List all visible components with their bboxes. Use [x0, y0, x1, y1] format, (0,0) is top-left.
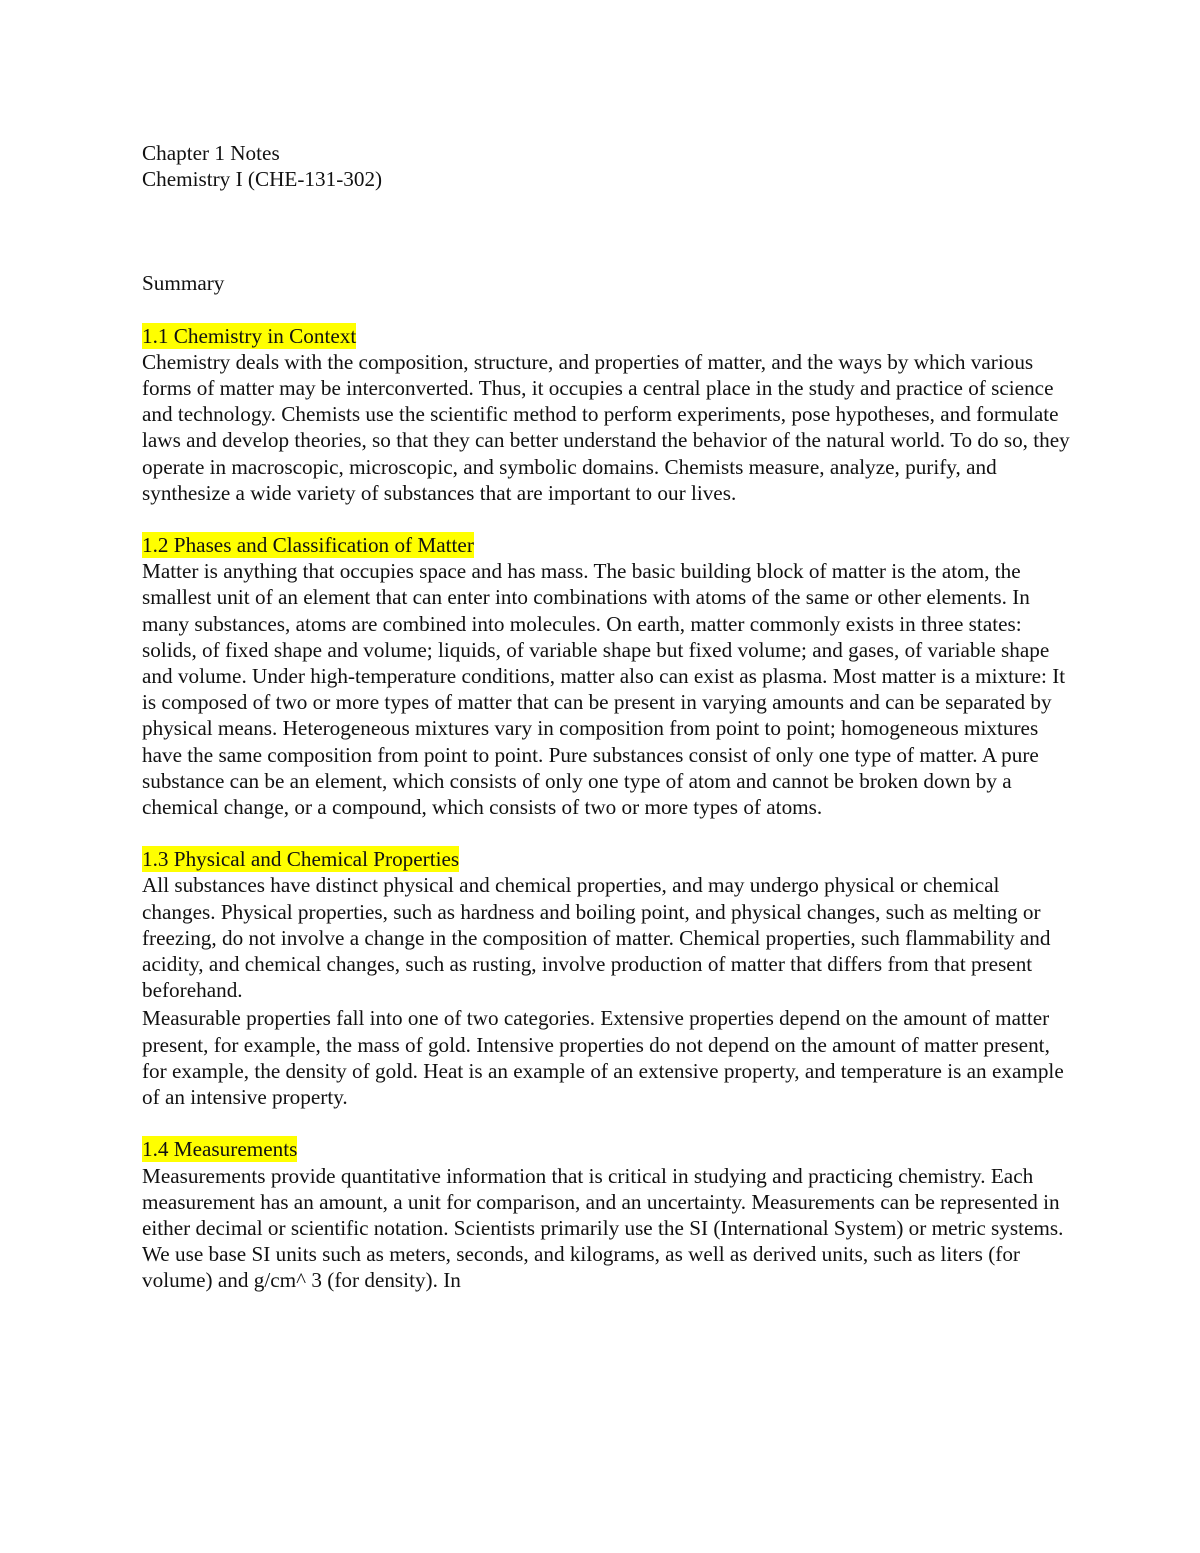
- section-1-1: [142, 323, 1072, 506]
- document-body: [142, 140, 1072, 1294]
- section-paragraph: All substances have distinct physical and chemical properties, and may undergo physical or chemical changes. Physical properties, such as hardness and boiling point, and physical changes, such as melting or freezing, do not involve a change in the composition of matter. Chemical properties, such flammability and acidity, and chemical changes, such as rusting, involve production of matter that differs from that present beforehand.: [142, 873, 1051, 1003]
- section-1-3: [142, 846, 1072, 1110]
- section-1-2: [142, 532, 1072, 820]
- document-title: Chapter 1 Notes: [142, 141, 280, 165]
- section-heading: 1.1 Chemistry in Context: [142, 323, 357, 348]
- section-paragraph: Measurable properties fall into one of two categories. Extensive properties depend on the amount of matter present, for example, the mass of gold. Intensive properties do not depend on the amount of matter present, for example, the density of gold. Heat is an example of an extensive property, and temperature is an example of an intensive property.: [142, 1006, 1064, 1110]
- course-name: Chemistry I (CHE-131-302): [142, 167, 383, 192]
- section-paragraph: Measurements provide quantitative information that is critical in studying and practicing chemistry. Each measurement has an amount, a unit for comparison, and an uncertainty. Measurements can be represented in either decimal or scientific notation. Scientists primarily use the SI (International System) or metric systems. We use base SI units such as meters, seconds, and kilograms, as well as derived units, such as liters (for volume) and g/cm^ 3 (for density). In: [142, 1163, 1064, 1293]
- section-heading: 1.2 Phases and Classification of Matter: [142, 533, 474, 558]
- section-paragraph: Chemistry deals with the composition, structure, and properties of matter, and the ways by which various forms of matter may be interconverted. Thus, it occupies a central place in the study and practice of science and technology. Chemists use the scientific method to perform experiments, pose hypotheses, and formulate laws and develop theories, so that they can better understand the behavior of the natural world. To do so, they operate in macroscopic, microscopic, and symbolic domains. Chemists measure, analyze, purify, and synthesize a wide variety of substances that are important to our lives.: [142, 349, 1070, 505]
- section-heading: 1.3 Physical and Chemical Properties: [142, 847, 460, 872]
- section-paragraph: Matter is anything that occupies space and has mass. The basic building block of matter is the atom, the smallest unit of an element that can enter into combinations with atoms of the same or other elements. In many substances, atoms are combined into molecules. On earth, matter commonly exists in three states: solids, of fixed shape and volume; liquids, of variable shape but fixed volume; and gases, of variable shape and volume. Under high-temperature conditions, matter also can exist as plasma. Most matter is a mixture: It is composed of two or more types of matter that can be present in varying amounts and can be separated by physical means. Heterogeneous mixtures vary in composition from point to point; homogeneous mixtures have the same composition from point to point. Pure substances consist of only one type of matter. A pure substance can be an element, which consists of only one type of atom and cannot be broken down by a chemical change, or a compound, which consists of two or more types of atoms.: [142, 559, 1066, 820]
- section-heading: 1.4 Measurements: [142, 1137, 298, 1162]
- summary-label: Summary: [142, 271, 225, 296]
- section-1-4: [142, 1136, 1072, 1293]
